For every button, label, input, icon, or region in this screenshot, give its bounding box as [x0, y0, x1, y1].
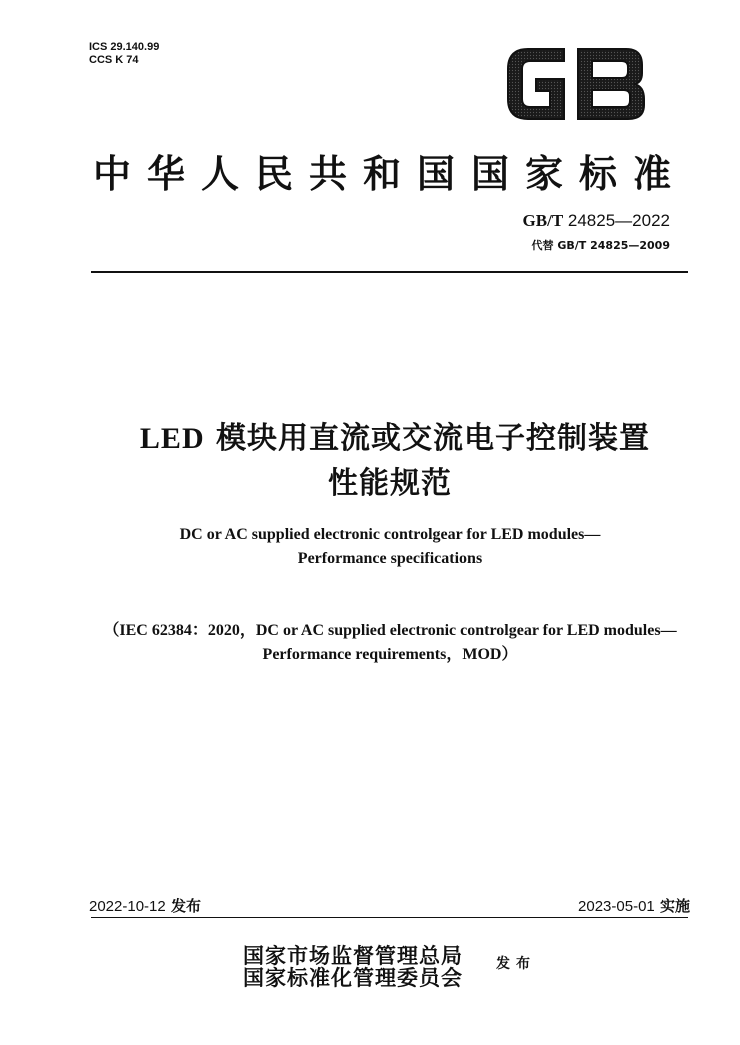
title-cn-rest: 模块用直流或交流电子控制装置: [204, 421, 651, 456]
issuer-samr: 国家市场监督管理总局: [243, 943, 463, 968]
issue-label: 发布: [165, 897, 201, 915]
implementation-label: 实施: [654, 897, 690, 915]
title-led-prefix: LED: [139, 422, 205, 455]
english-title-line-2: Performance specifications: [297, 550, 483, 567]
ccs-code: CCS K 74: [89, 54, 139, 66]
issue-date-value: 2022-10-12: [89, 898, 166, 915]
standard-number: [523, 211, 670, 231]
implementation-date: [578, 895, 690, 916]
standard-code: 24825—2022: [563, 211, 670, 230]
issue-date: [89, 895, 201, 916]
standard-prefix: GB/T: [522, 211, 564, 230]
english-title-line-1: DC or AC supplied electronic controlgear for LED modules—: [179, 526, 601, 543]
national-standard-title: 中华人民共和国国家标准: [92, 151, 687, 196]
iec-reference-line-2: Performance requirements，MOD）: [262, 646, 518, 663]
chinese-title-line-1: [0, 413, 740, 457]
chinese-title-line-2: 性能规范: [328, 466, 452, 501]
ics-code: ICS 29.140.99: [89, 41, 160, 53]
implementation-date-value: 2023-05-01: [578, 898, 655, 915]
publish-label: 发布: [496, 956, 536, 972]
replaces-standard: 代替 GB/T 24825—2009: [531, 239, 670, 252]
issuer-sac: 国家标准化管理委员会: [243, 965, 463, 990]
footer-divider: [91, 917, 688, 918]
gb-logo: [502, 45, 648, 123]
header-divider: [91, 271, 688, 273]
iec-reference-line-1: （IEC 62384：2020，DC or AC supplied electronic controlgear for LED modules—: [103, 622, 677, 639]
